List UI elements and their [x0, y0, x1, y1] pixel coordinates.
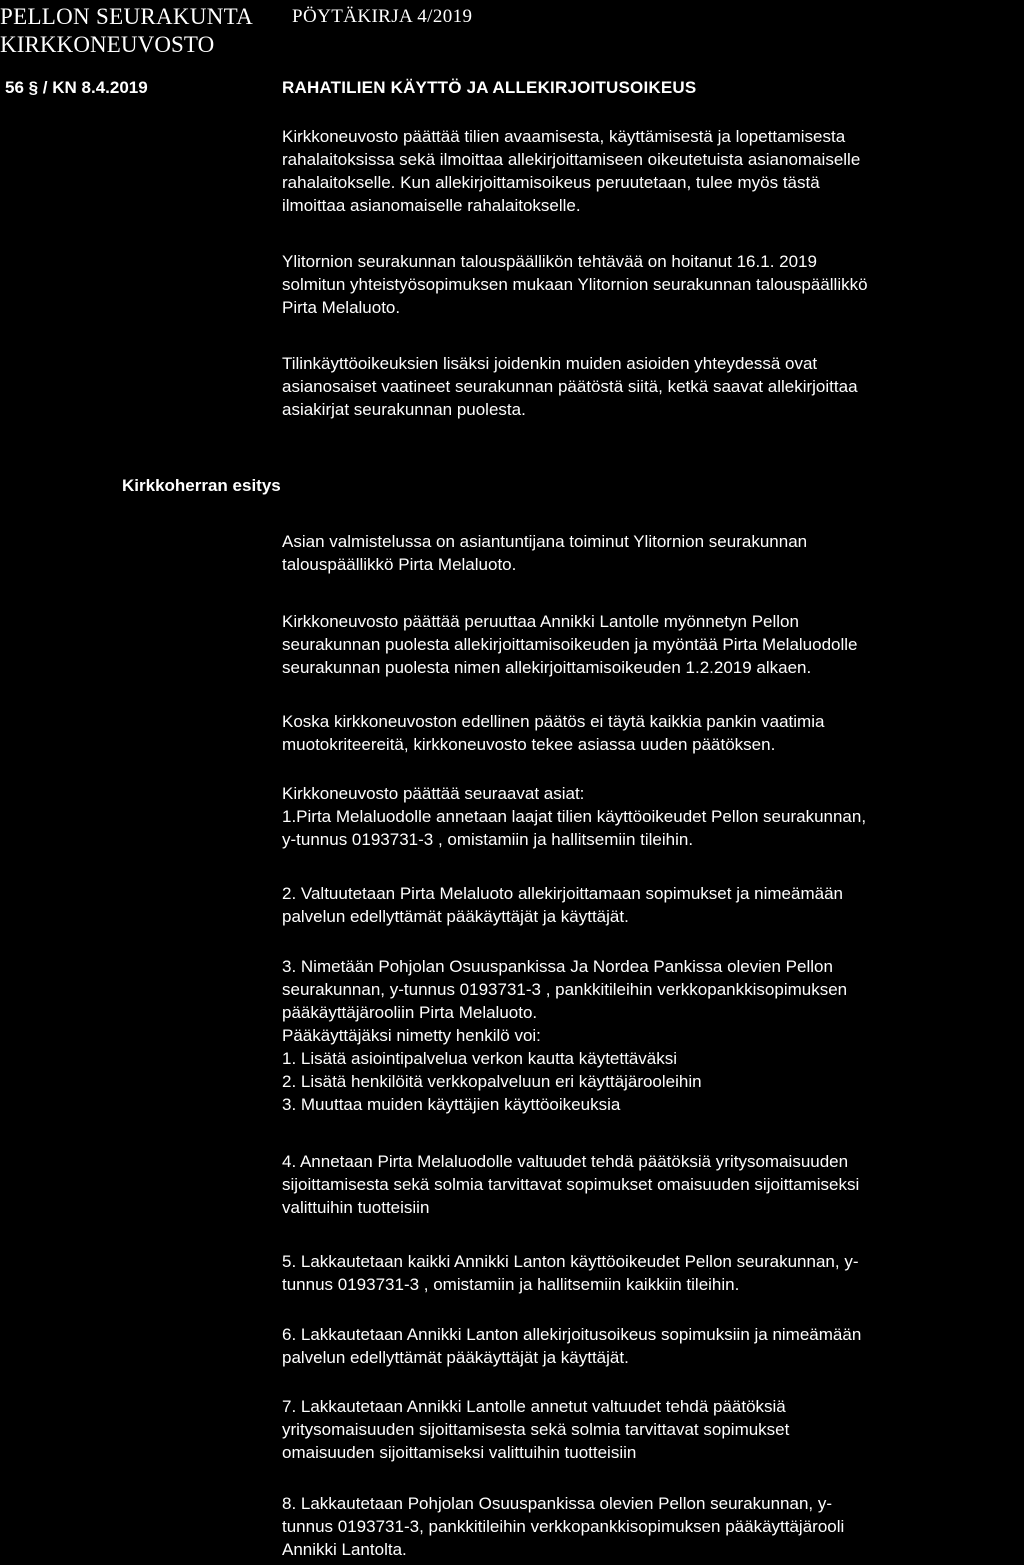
- text-line: rahalaitoksissa sekä ilmoittaa allekirjoittamiseen oikeutetuista asianomaiselle: [282, 150, 861, 169]
- text-line: tunnus 0193731-3 , omistamiin ja hallitsemiin kaikkiin tileihin.: [282, 1275, 740, 1294]
- text-line: omaisuuden sijoittamiseksi valittuihin tuotteisiin: [282, 1443, 637, 1462]
- proposal-paragraph-2: [282, 610, 1024, 679]
- text-line: 2. Valtuutetaan Pirta Melaluoto allekirjoittamaan sopimukset ja nimeämään: [282, 884, 843, 903]
- proposal-paragraph-3: [282, 710, 1024, 756]
- text-line: seurakunnan puolesta allekirjoittamisoikeuden ja myöntää Pirta Melaluodolle: [282, 635, 858, 654]
- text-line: Pääkäyttäjäksi nimetty henkilö voi:: [282, 1026, 541, 1045]
- text-line: muotokriteereitä, kirkkoneuvosto tekee asiassa uuden päätöksen.: [282, 735, 776, 754]
- text-line: Pirta Melaluoto.: [282, 298, 401, 317]
- text-line: 3. Nimetään Pohjolan Osuuspankissa Ja Nordea Pankissa olevien Pellon: [282, 957, 833, 976]
- text-line: 6. Lakkautetaan Annikki Lanton allekirjoitusoikeus sopimuksiin ja nimeämään: [282, 1325, 862, 1344]
- text-line: 7. Lakkautetaan Annikki Lantolle annetut valtuudet tehdä päätöksiä: [282, 1397, 786, 1416]
- text-line: 1. Lisätä asiointipalvelua verkon kautta käytettäväksi: [282, 1049, 678, 1068]
- text-line: asiakirjat seurakunnan puolesta.: [282, 400, 526, 419]
- organization-body: KIRKKONEUVOSTO: [0, 32, 215, 57]
- text-line: 2. Lisätä henkilöitä verkkopalveluun eri käyttäjärooleihin: [282, 1072, 702, 1091]
- text-line: seurakunnan puolesta nimen allekirjoittamisoikeuden 1.2.2019 alkaen.: [282, 658, 812, 677]
- text-line: pääkäyttäjärooliin Pirta Melaluoto.: [282, 1003, 538, 1022]
- text-line: palvelun edellyttämät pääkäyttäjät ja käyttäjät.: [282, 1348, 629, 1367]
- text-line: valittuihin tuotteisiin: [282, 1198, 430, 1217]
- proposal-paragraph-1: [282, 530, 1024, 576]
- text-line: yritysomaisuuden sijoittamisesta sekä solmia tarvittavat sopimukset: [282, 1420, 790, 1439]
- decision-item-3: [282, 955, 1024, 1116]
- text-line: rahalaitokselle. Kun allekirjoittamisoikeus peruutetaan, tulee myös tästä: [282, 173, 820, 192]
- text-line: Kirkkoneuvosto päättää tilien avaamisesta, käyttämisestä ja lopettamisesta: [282, 127, 846, 146]
- decision-item-4: [282, 1150, 1024, 1219]
- text-line: Annikki Lantolta.: [282, 1540, 407, 1559]
- intro-paragraph-2: [282, 250, 1024, 319]
- text-line: tunnus 0193731-3, pankkitileihin verkkopankkisopimuksen pääkäyttäjärooli: [282, 1517, 845, 1536]
- text-line: 5. Lakkautetaan kaikki Annikki Lanton käyttöoikeudet Pellon seurakunnan, y-: [282, 1252, 859, 1271]
- intro-paragraph-1: [282, 125, 1024, 217]
- text-line: palvelun edellyttämät pääkäyttäjät ja käyttäjät.: [282, 907, 629, 926]
- text-line: y-tunnus 0193731-3 , omistamiin ja hallitsemiin tileihin.: [282, 830, 694, 849]
- proposal-heading: Kirkkoherran esitys: [122, 476, 281, 495]
- decision-item-8: [282, 1492, 1024, 1561]
- text-line: Tilinkäyttöoikeuksien lisäksi joidenkin muiden asioiden yhteydessä ovat: [282, 354, 818, 373]
- text-line: Asian valmistelussa on asiantuntijana toiminut Ylitornion seurakunnan: [282, 532, 808, 551]
- text-line: 3. Muuttaa muiden käyttäjien käyttöoikeuksia: [282, 1095, 621, 1114]
- decision-item-5: [282, 1250, 1024, 1296]
- text-line: Ylitornion seurakunnan talouspäällikön tehtävää on hoitanut 16.1. 2019: [282, 252, 817, 271]
- text-line: ilmoittaa asianomaiselle rahalaitokselle.: [282, 196, 581, 215]
- section-title: RAHATILIEN KÄYTTÖ JA ALLEKIRJOITUSOIKEUS: [282, 78, 697, 97]
- text-line: 1.Pirta Melaluodolle annetaan laajat tilien käyttöoikeudet Pellon seurakunnan,: [282, 807, 867, 826]
- text-line: talouspäällikkö Pirta Melaluoto.: [282, 555, 517, 574]
- decision-item-6: [282, 1323, 1024, 1369]
- decision-item-2: [282, 882, 1024, 928]
- text-line: solmitun yhteistyösopimuksen mukaan Ylitornion seurakunnan talouspäällikkö: [282, 275, 868, 294]
- text-line: seurakunnan, y-tunnus 0193731-3 , pankkitileihin verkkopankkisopimuksen: [282, 980, 848, 999]
- text-line: Kirkkoneuvosto päättää seuraavat asiat:: [282, 784, 585, 803]
- organization-name: PELLON SEURAKUNTA: [0, 4, 254, 29]
- text-line: 4. Annetaan Pirta Melaluodolle valtuudet tehdä päätöksiä yritysomaisuuden: [282, 1152, 849, 1171]
- document-type: PÖYTÄKIRJA 4/2019: [292, 6, 473, 27]
- intro-paragraph-3: [282, 352, 1024, 421]
- text-line: sijoittamisesta sekä solmia tarvittavat sopimukset omaisuuden sijoittamiseksi: [282, 1175, 860, 1194]
- text-line: asianosaiset vaatineet seurakunnan päätöstä siitä, ketkä saavat allekirjoittaa: [282, 377, 858, 396]
- proposal-paragraph-4: [282, 782, 1024, 851]
- organization-header: [0, 3, 253, 59]
- text-line: Koska kirkkoneuvoston edellinen päätös ei täytä kaikkia pankin vaatimia: [282, 712, 825, 731]
- text-line: 8. Lakkautetaan Pohjolan Osuuspankissa olevien Pellon seurakunnan, y-: [282, 1494, 833, 1513]
- section-number: 56 § / KN 8.4.2019: [5, 78, 148, 97]
- text-line: Kirkkoneuvosto päättää peruuttaa Annikki Lantolle myönnetyn Pellon: [282, 612, 799, 631]
- decision-item-7: [282, 1395, 1024, 1464]
